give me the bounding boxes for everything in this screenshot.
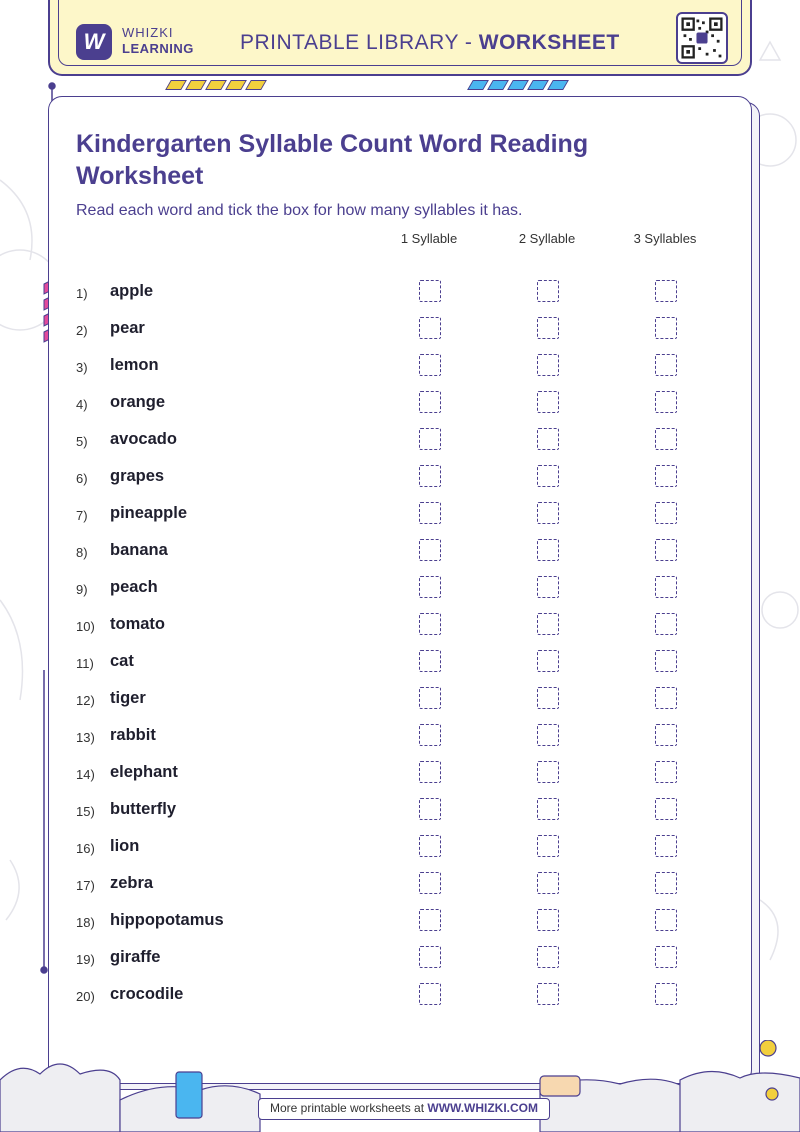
checkbox-1-syllable[interactable] [419,613,441,635]
star-icon [760,1040,776,1056]
checkbox-3-syllable[interactable] [655,724,677,746]
checkbox-3-syllable[interactable] [655,650,677,672]
item-word: lion [110,837,140,855]
checkbox-3-syllable[interactable] [655,798,677,820]
list-item [0,428,800,458]
brand-line-1: WHIZKI [122,25,174,40]
item-number: 19) [76,952,95,967]
column-header-1-syllable: 1 Syllable [400,231,458,246]
item-number: 20) [76,989,95,1004]
paint-bucket-icon [176,1072,202,1118]
checkbox-3-syllable[interactable] [655,280,677,302]
item-word: elephant [110,763,178,781]
list-item [0,391,800,421]
checkbox-3-syllable[interactable] [655,835,677,857]
checkbox-2-syllable[interactable] [537,613,559,635]
checkbox-3-syllable[interactable] [655,761,677,783]
checkbox-1-syllable[interactable] [419,465,441,487]
item-number: 5) [76,434,88,449]
footer-text: More printable worksheets at [269,1101,428,1115]
item-word: grapes [110,467,165,485]
footer-link[interactable]: WWW.WHIZKI.COM [427,1101,539,1115]
checkbox-2-syllable[interactable] [537,502,559,524]
header-title-prefix: PRINTABLE LIBRARY - [240,31,479,54]
item-word: hippopotamus [110,911,224,929]
checkbox-3-syllable[interactable] [655,502,677,524]
checkbox-1-syllable[interactable] [419,650,441,672]
item-number: 12) [76,693,95,708]
item-number: 14) [76,767,95,782]
checkbox-3-syllable[interactable] [655,354,677,376]
checkbox-1-syllable[interactable] [419,909,441,931]
brand-line-2: LEARNING [122,41,194,56]
checkbox-3-syllable[interactable] [655,687,677,709]
item-number: 16) [76,841,95,856]
checkbox-3-syllable[interactable] [655,317,677,339]
list-item [0,909,800,939]
list-item [0,687,800,717]
checkbox-2-syllable[interactable] [537,650,559,672]
item-word: banana [110,541,168,559]
list-item [0,465,800,495]
list-item [0,354,800,384]
checkbox-1-syllable[interactable] [419,354,441,376]
checkbox-3-syllable[interactable] [655,391,677,413]
item-word: avocado [110,430,177,448]
item-word: crocodile [110,985,184,1003]
item-word: orange [110,393,166,411]
header-title-bold: WORKSHEET [478,31,620,54]
column-header-3-syllables: 3 Syllables [633,231,697,246]
list-item [0,539,800,569]
checkbox-3-syllable[interactable] [655,946,677,968]
checkbox-2-syllable[interactable] [537,391,559,413]
checkbox-2-syllable[interactable] [537,539,559,561]
checkbox-2-syllable[interactable] [537,946,559,968]
item-word: tomato [110,615,165,633]
checkbox-2-syllable[interactable] [537,835,559,857]
item-number: 13) [76,730,95,745]
checkbox-2-syllable[interactable] [537,317,559,339]
list-item [0,983,800,1013]
worksheet-title: Kindergarten Syllable Count Word Reading Worksheet [76,130,589,190]
item-word: peach [110,578,158,596]
item-number: 2) [76,323,88,338]
list-item [0,946,800,976]
worksheet-instructions: Read each word and tick the box for how many syllables it has. [76,202,523,219]
checkbox-3-syllable[interactable] [655,428,677,450]
checkbox-1-syllable[interactable] [419,502,441,524]
checkbox-1-syllable[interactable] [419,391,441,413]
item-number: 18) [76,915,95,930]
checkbox-1-syllable[interactable] [419,946,441,968]
item-word: pineapple [110,504,188,522]
checkbox-1-syllable[interactable] [419,687,441,709]
item-word: apple [110,282,154,300]
column-header-2-syllable: 2 Syllable [518,231,576,246]
item-number: 11) [76,656,94,671]
item-number: 10) [76,619,95,634]
item-word: rabbit [110,726,156,744]
list-item [0,761,800,791]
footer-website-label[interactable] [258,1098,550,1120]
item-number: 4) [76,397,88,412]
checkbox-1-syllable[interactable] [419,798,441,820]
checkbox-3-syllable[interactable] [655,983,677,1005]
item-word: lemon [110,356,159,374]
list-item [0,835,800,865]
item-word: cat [110,652,134,670]
item-number: 8) [76,545,88,560]
list-item [0,502,800,532]
list-item [0,280,800,310]
checkbox-1-syllable[interactable] [419,835,441,857]
item-word: zebra [110,874,154,892]
checkbox-3-syllable[interactable] [655,909,677,931]
list-item [0,650,800,680]
item-word: butterfly [110,800,176,818]
checkbox-2-syllable[interactable] [537,280,559,302]
list-item [0,317,800,347]
checkbox-1-syllable[interactable] [419,317,441,339]
checkbox-1-syllable[interactable] [419,428,441,450]
logo-letter: W [83,29,105,54]
item-word: pear [110,319,145,337]
item-number: 15) [76,804,95,819]
checkbox-2-syllable[interactable] [537,909,559,931]
item-number: 9) [76,582,88,597]
checkbox-1-syllable[interactable] [419,872,441,894]
checkbox-2-syllable[interactable] [537,983,559,1005]
checkbox-2-syllable[interactable] [537,687,559,709]
checkbox-1-syllable[interactable] [419,983,441,1005]
item-number: 6) [76,471,88,486]
checkbox-2-syllable[interactable] [537,576,559,598]
item-word: giraffe [110,948,161,966]
list-item [0,724,800,754]
checkbox-1-syllable[interactable] [419,539,441,561]
checkbox-2-syllable[interactable] [537,798,559,820]
checkbox-2-syllable[interactable] [537,354,559,376]
checkbox-3-syllable[interactable] [655,465,677,487]
item-number: 1) [76,286,88,301]
item-number: 17) [76,878,95,893]
list-item [0,872,800,902]
checkbox-3-syllable[interactable] [655,539,677,561]
checkbox-2-syllable[interactable] [537,761,559,783]
item-word: tiger [110,689,146,707]
checkbox-1-syllable[interactable] [419,280,441,302]
checkbox-3-syllable[interactable] [655,613,677,635]
list-item [0,613,800,643]
list-item [0,576,800,606]
item-number: 3) [76,360,88,375]
checkbox-3-syllable[interactable] [655,872,677,894]
checkbox-2-syllable[interactable] [537,872,559,894]
checkbox-2-syllable[interactable] [537,428,559,450]
checkbox-3-syllable[interactable] [655,576,677,598]
checkbox-1-syllable[interactable] [419,724,441,746]
checkbox-2-syllable[interactable] [537,724,559,746]
list-item [0,798,800,828]
checkbox-1-syllable[interactable] [419,761,441,783]
checkbox-1-syllable[interactable] [419,576,441,598]
item-number: 7) [76,508,88,523]
checkbox-2-syllable[interactable] [537,465,559,487]
